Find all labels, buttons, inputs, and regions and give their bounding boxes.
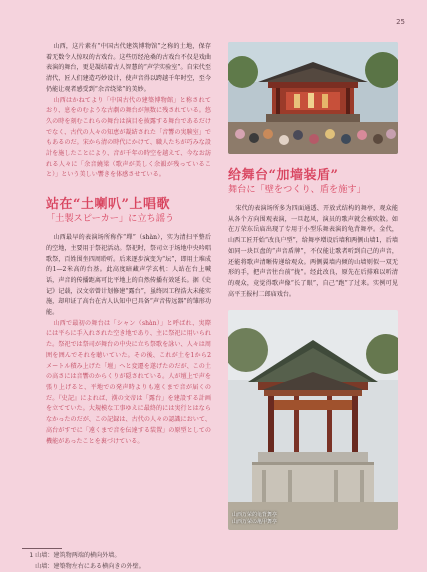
footnote-line-japanese: 山墙：建築物左右にある横向きの外壁。 [29, 562, 145, 570]
caption-text: 山西万荣的龟背舞亭 山西万荣の亀甲舞亭 [232, 512, 278, 526]
page-number: 25 [396, 18, 405, 26]
section-wall-shield [228, 168, 398, 300]
left-column [46, 42, 211, 447]
opera-stage-illustration [228, 42, 398, 154]
footnote-line-chinese: 1 山墙：建筑物两端的横向外墙。 [29, 552, 121, 559]
section2-subtitle: 舞台に「壁をつくり、盾を施す」 [228, 184, 366, 195]
photo-caption [232, 512, 277, 526]
intro-japanese: 山西はかねてより「中国古代の建築博物館」と称されており、息をのむような古劇の舞台が無数に残されている。悠久の時を刻むこれらの舞台は演目を披露する舞台であるだけでなく、古代の人々の知恵が凝結された「音響の実験室」でもあるのだ。宋から清の時代にかけて、職人たちが巧みな設計を施したことにより、音が千年の時空を越えて、今なお訪れる人々に「余音繞梁（歌声が美しく余韻が残っていること）」という美しい響きを体感させている。 [46, 96, 211, 179]
right-column [228, 42, 398, 530]
section1-subtitle: 「土製スピーカー」に立ち謡う [46, 213, 175, 225]
section1-title: 站在“土喇叭”上唱歌 [46, 197, 170, 213]
section1-japanese: 山西で最初の舞台は「シャン（shàn）」と呼ばれ、実際には平らに手入れされた空き地であり、主に祭祀に用いられた。祭祀では祭司が舞台の中央に立ち祭歌を詠い、人々は周囲を囲んでそれを聴いていた。その後、これが土を1から2メートル積み上げた「壇」へと変遷を遂げたのだが、この土の高さには音響のからくりが隠されている。人が壇上で声を張り上げると、平地での発声時よりも遠くまで音が届くのだ。『史記』によれば、漢の文帝は「露台」を建設する計画を立てていた。大規模な工事ゆえに最終的には実行とはならなかったのだが、この記録は、古代の人々の認識において、高台がすでに「遠くまで音を伝達する装置」の原型としての機能があったことを裏づけている。 [46, 319, 211, 445]
photo-opera-stage-performance [228, 42, 398, 154]
section2-chinese: 宋代的表演场所多为四面通透、开放式结构的舞亭，观众能从各个方向围观表演，一旦起风，演员的歌声就会被吹散。如在万荣东岳庙出现了专用于小型乐舞表演的龟背舞亭。金代，山西工匠开始“改良户型”，给舞亭增设后墙和两侧山墙1，后墙如同一块巨盘的“声音盾牌”，不仅能让歌者听到自己的声音，还能将歌声清晰传递给观众。两侧翼墙内倾的山墙则似一双无形的手，把声音往台前“拢”。经此改良，原先在后排难以听清的观众，竟觉得歌声像“长了眼”，自己“跑”了过来。实例可见高平王报村二郎庙戏台。 [228, 205, 398, 298]
turtle-back-pavilion-illustration [228, 310, 398, 530]
photo-turtle-back-pavilion [228, 310, 398, 530]
intro-chinese: 山西，这片素有“中国古代建筑博物馆”之称的土地，保存着无数令人惊叹的古戏台。这些历经沧桑的古戏台不仅是戏曲表演的舞台，更是凝结着古人智慧的“声学实验室”。自宋代至清代，匠人们建造巧妙设计，使声音得以跨越千年时空，至今仍能让观者感受到“余音绕梁”的美妙。 [46, 43, 211, 93]
section-tu-laba [46, 197, 211, 447]
section2-title: 给舞台“加墙装盾” [228, 168, 339, 183]
footnote-rule [22, 548, 62, 549]
section1-chinese: 山西最早的表演场所称作“墠”（shàn），实为清扫平整后的空地，主要用于祭祀活动。祭祀时，祭司立于场地中央吟唱歌祭，百姓围坐四周聆听。后来逐步演变为“坛”，即用土堆成的1—2米高的台基。此高度暗藏声学玄机：人站在台上喊话，声音的传播距离可比平地上的自然传播有效延长。据《史记》记载，汉文帝曾计划修建“露台”，虽终因工程浩大未能实施，却印证了高台在古人认知中已具备“声音传远器”的雏形功能。 [46, 234, 211, 317]
footnote [22, 551, 212, 572]
